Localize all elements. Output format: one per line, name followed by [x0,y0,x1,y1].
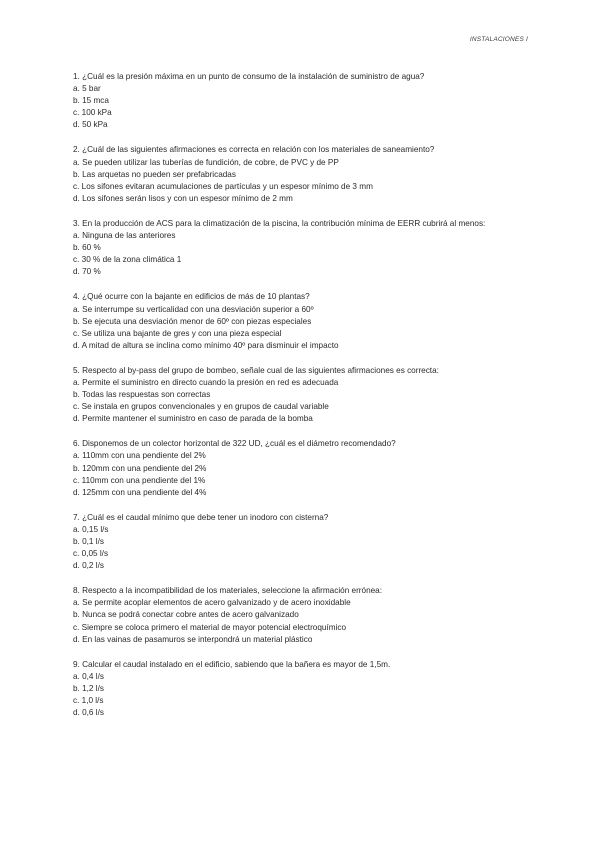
question-text: 3. En la producción de ACS para la climatización de la piscina, la contribución mínima de EERR cubrirá al menos: [73,218,486,228]
option-c: c. Se instala en grupos convencionales y en grupos de caudal variable [73,402,329,412]
option-a: a. Se permite acoplar elementos de acero galvanizado y de acero inoxidable [73,598,351,608]
question-5 [73,365,533,425]
option-d: d. 50 kPa [73,120,108,130]
option-a: a. Ninguna de las anteriores [73,231,176,241]
option-d: d. Permite mantener el suministro en caso de parada de la bomba [73,414,313,424]
question-4 [73,291,533,351]
option-b: b. Se ejecuta una desviación menor de 60º con piezas especiales [73,316,312,326]
question-text: 2. ¿Cuál de las siguientes afirmaciones es correcta en relación con los materiales de saneamiento? [73,145,435,155]
running-header: INSTALACIONES I [469,36,528,43]
option-b: b. 1,2 l/s [73,683,104,693]
option-c: c. Siempre se coloca primero el material de mayor potencial electroquímico [73,622,347,632]
question-text: 7. ¿Cuál es el caudal mínimo que debe tener un inodoro con cisterna? [73,512,329,522]
option-b: b. 15 mca [73,96,109,106]
option-a: a. Se interrumpe su verticalidad con una desviación superior a 60º [73,304,314,314]
option-a: a. 0,4 l/s [73,671,104,681]
option-d: d. 70 % [73,267,101,277]
option-c: c. 30 % de la zona climática 1 [73,255,182,265]
option-d: d. Los sifones serán lisos y con un espesor mínimo de 2 mm [73,193,293,203]
option-d: d. 0,6 l/s [73,708,104,718]
question-list [73,71,533,732]
option-c: c. 0,05 l/s [73,549,109,559]
question-text: 6. Disponemos de un colector horizontal de 322 UD, ¿cuál es el diámetro recomendado? [73,439,396,449]
option-b: b. Las arquetas no pueden ser prefabricadas [73,169,236,179]
option-b: b. Nunca se podrá conectar cobre antes de acero galvanizado [73,610,299,620]
option-a: a. Permite el suministro en directo cuando la presión en red es adecuada [73,377,339,387]
option-d: d. En las vainas de pasamuros se interpondrá un material plástico [73,634,313,644]
option-c: c. 1,0 l/s [73,696,104,706]
option-d: d. A mitad de altura se inclina como mínimo 40º para disminuir el impacto [73,340,339,350]
option-c: c. Se utiliza una bajante de gres y con una pieza especial [73,328,282,338]
question-text: 8. Respecto a la incompatibilidad de los materiales, seleccione la afirmación errónea: [73,586,383,596]
question-8 [73,585,533,645]
question-9 [73,659,533,719]
question-2 [73,144,533,204]
option-d: d. 125mm con una pendiente del 4% [73,487,207,497]
question-1 [73,71,533,131]
question-text: 5. Respecto al by-pass del grupo de bombeo, señale cual de las siguientes afirmaciones es correcta: [73,365,439,375]
option-d: d. 0,2 l/s [73,561,104,571]
option-a: a. 0,15 l/s [73,524,109,534]
question-text: 1. ¿Cuál es la presión máxima en un punto de consumo de la instalación de suministro de agua? [73,72,425,81]
option-b: b. 60 % [73,243,101,253]
option-b: b. 0,1 l/s [73,537,104,546]
question-3 [73,218,533,278]
question-text: 9. Calcular el caudal instalado en el edificio, sabiendo que la bañera es mayor de 1,5m. [73,659,391,669]
option-c: c. Los sifones evitaran acumulaciones de partículas y un espesor mínimo de 3 mm [73,181,373,191]
option-a: a. 5 bar [73,84,101,94]
option-a: a. 110mm con una pendiente del 2% [73,451,206,461]
option-b: b. Todas las respuestas son correctas [73,390,211,400]
option-a: a. Se pueden utilizar las tuberías de fundición, de cobre, de PVC y de PP [73,157,339,167]
option-b: b. 120mm con una pendiente del 2% [73,463,207,473]
option-c: c. 100 kPa [73,108,112,118]
question-text: 4. ¿Qué ocurre con la bajante en edificios de más de 10 plantas? [73,292,310,302]
option-c: c. 110mm con una pendiente del 1% [73,475,206,485]
question-6 [73,438,533,498]
question-7 [73,512,533,572]
